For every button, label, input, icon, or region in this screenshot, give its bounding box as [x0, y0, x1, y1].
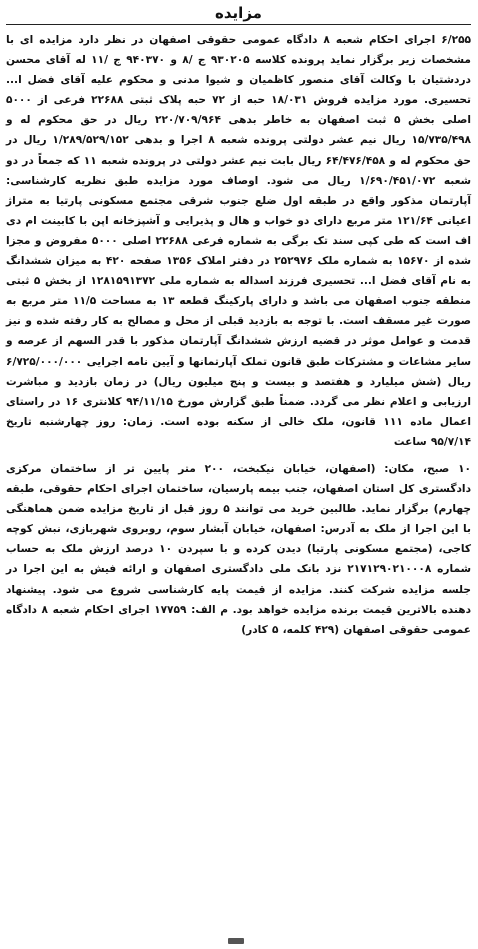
notice-title: مزایده [6, 4, 471, 25]
scan-artifact-mark [228, 938, 244, 944]
notice-body [6, 30, 471, 640]
notice-paragraph-main: ۶/۲۵۵ اجرای احکام شعبه ۸ دادگاه عمومی حقوقی اصفهان در نظر دارد مزایده ای با مشخصات زیر برگزار نماید پرونده کلاسه ۹۳۰۲۰۵ ج /۸ و ۹۴۰۳۷۰ ج /۱۱ له آقای محسن دردشتیان با وکالت آقای منصور کاظمیان و شیوا مدنی و محکوم علیه آقای فضل ا... تحسیری. مورد مزایده فروش ۱۸/۰۳۱ حبه از ۷۲ حبه پلاک ثبتی ۲۲۶۸۸ فرعی از ۵۰۰۰ اصلی بخش ۵ ثبت اصفهان به خاطر بدهی ۲۲۰/۷۰۹/۹۶۴ ریال در حق محکوم له و ۱۵/۷۳۵/۴۹۸ ریال نیم عشر دولتی پرونده شعبه ۸ اجرا و بدهی ۱/۲۸۹/۵۲۹/۱۵۲ ریال در حق محکوم له و ۶۴/۴۷۶/۴۵۸ ریال بابت نیم عشر دولتی در پرونده شعبه ۱۱ که جمعاً در دو شعبه ۱/۶۹۰/۴۵۱/۰۷۲ ریال می شود. اوصاف مورد مزایده طبق نظریه کارشناسی: آپارتمان مذکور واقع در طبقه اول ضلع جنوب شرقی مجتمع مسکونی پارتیا به متراژ اعیانی ۱۲۱/۶۴ متر مربع دارای دو خواب و هال و پذیرایی و آشپزخانه اپن با کابینت ام دی اف است که طی کپی سند تک برگی به شماره فرعی ۲۲۶۸۸ اصلی ۵۰۰۰ مفروض و مجزا شده از ۱۵۶۷۰ به شماره ملک ۲۵۲۹۷۶ در دفتر املاک ۱۳۵۶ صفحه ۴۲۰ به میزان ششدانگ به نام آقای فضل ا... تحسیری فرزند اسداله به شماره ملی ۱۲۸۱۵۹۱۳۷۲ از بخش ۵ ثبتی منطقه جنوب اصفهان می باشد و دارای پارکینگ قطعه ۱۳ به مساحت ۱۱/۵ متر مربع به صورت غیر مسقف است. با توجه به بازدید قبلی از محل و مصالح به کار رفته شده و نیز قدمت و عوامل موثر در قضیه ارزش ششدانگ آپارتمان مذکور با قدر السهم از عرصه و سایر مشاعات و مشترکات طبق قانون تملک آپارتمانها و آیین نامه اجرایی ۶/۷۲۵/۰۰۰/۰۰۰ ریال (شش میلیارد و هفتصد و بیست و پنج میلیون ریال) در زمان بازدید و مباشرت ارزیابی و اعلام نظر می گردد. ضمناً طبق گزارش مورخ ۹۴/۱۱/۱۵ کلانتری ۱۶ در راستای اعمال ماده ۱۱۱ قانون، ملک خالی از سکنه بوده است. زمان: روز چهارشنبه تاریخ ۹۵/۷/۱۴ ساعت [6, 34, 472, 448]
notice-paragraph-venue: ۱۰ صبح، مکان: (اصفهان، خیابان نیکبخت، ۲۰۰ متر پایین تر از ساختمان مرکزی دادگستری کل استان اصفهان، جنب بیمه پارسیان، ساختمان اجرای احکام حقوقی، طبقه چهارم) برگزار نماید. طالبین خرید می توانند ۵ روز قبل از تاریخ مزایده ضمن هماهنگی با این اجرا از ملک به آدرس: اصفهان، خیابان آبشار سوم، روبروی شهربازی، نبش کوچه کاجی، (مجتمع مسکونی پارتیا) دیدن کرده و با سپردن ۱۰ درصد ارزش ملک به حساب شماره ۲۱۷۱۲۹۰۲۱۰۰۰۸ نزد بانک ملی دادگستری اصفهان و ارائه فیش به این اجرا در جلسه مزایده شرکت کنند. مزایده از قیمت پایه کارشناسی شروع می شود. پیشنهاد دهنده بالاترین قیمت برنده مزایده خواهد بود. م الف: ۱۷۷۵۹ اجرای احکام شعبه ۸ دادگاه عمومی حقوقی اصفهان (۴۲۹ کلمه، ۵ کادر) [6, 462, 472, 636]
